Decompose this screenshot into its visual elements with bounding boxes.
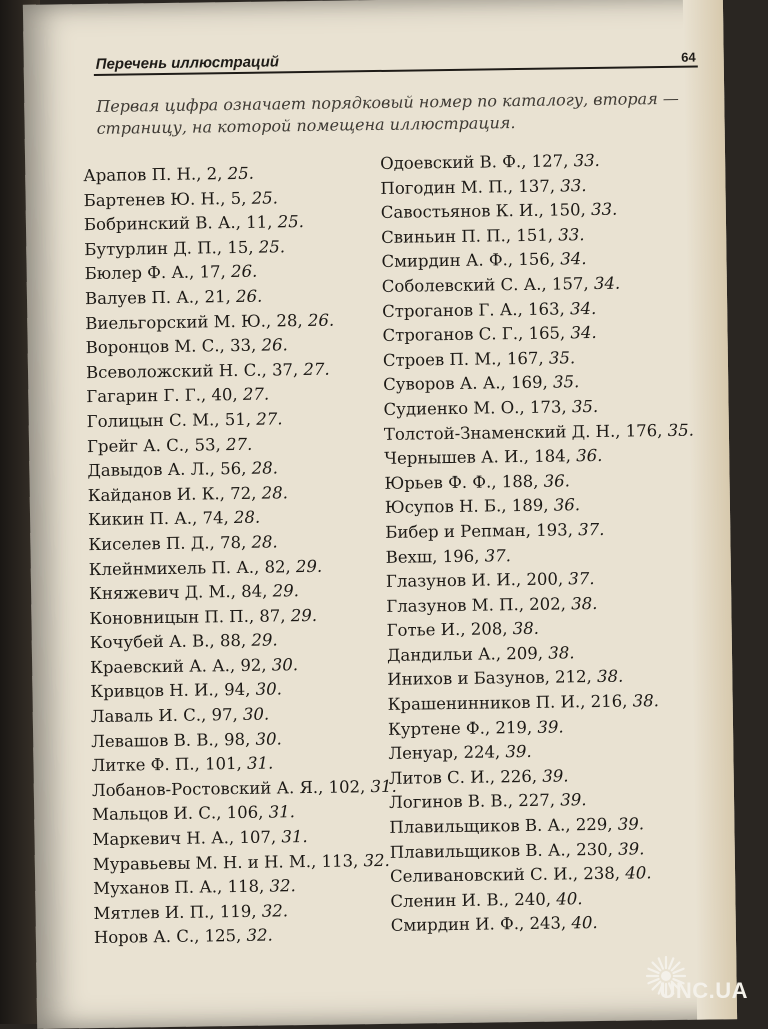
entry-page: 39. bbox=[542, 766, 569, 785]
entry-text: Маркевич Н. А., 107, bbox=[92, 827, 281, 849]
entry-page: 32. bbox=[262, 901, 289, 920]
entry-text: Строганов С. Г., 165, bbox=[382, 323, 570, 345]
entry-text: Строев П. М., 167, bbox=[383, 348, 549, 369]
entry-page: 33. bbox=[560, 176, 587, 195]
entry-text: Кривцов Н. И., 94, bbox=[90, 680, 255, 701]
index-entry bbox=[384, 418, 704, 447]
entry-text: Арапов П. Н., 2, bbox=[83, 164, 228, 185]
entry-text: Ленуар, 224, bbox=[388, 743, 505, 764]
entry-text: Литке Ф. П., 101, bbox=[91, 754, 247, 775]
entry-text: Судиенко М. О., 173, bbox=[383, 397, 572, 419]
entry-text: Селивановский С. И., 238, bbox=[390, 864, 625, 886]
entry-text: Крашенинников П. И., 216, bbox=[388, 692, 633, 714]
entry-page: 35. bbox=[572, 397, 599, 416]
entry-text: Муравьевы М. Н. и Н. М., 113, bbox=[93, 851, 364, 874]
entry-text: Юрьев Ф. Ф., 188, bbox=[384, 471, 543, 492]
entry-text: Киселев П. Д., 78, bbox=[88, 533, 251, 554]
entry-page: 39. bbox=[537, 717, 564, 736]
entry-text: Логинов В. В., 227, bbox=[389, 791, 561, 812]
entry-page: 31. bbox=[269, 803, 296, 822]
entry-page: 33. bbox=[558, 225, 585, 244]
entry-text: Смирдин И. Ф., 243, bbox=[391, 914, 572, 936]
entry-text: Толстой-Знаменский Д. Н., 176, bbox=[384, 421, 668, 444]
entry-page: 32. bbox=[246, 926, 273, 945]
entry-page: 28. bbox=[252, 459, 279, 478]
entry-text: Норов А. С., 125, bbox=[94, 926, 247, 947]
entry-page: 32. bbox=[269, 876, 296, 895]
entry-page: 27. bbox=[256, 409, 283, 428]
entry-text: Коновницын П. П., 87, bbox=[89, 606, 291, 628]
entry-page: 38. bbox=[571, 594, 598, 613]
entry-text: Чернышев А. И., 184, bbox=[384, 446, 576, 468]
index-column-right bbox=[380, 147, 711, 938]
entry-page: 33. bbox=[573, 151, 600, 170]
entry-text: Кочубей А. В., 88, bbox=[90, 631, 252, 652]
entry-page: 29. bbox=[291, 606, 318, 625]
watermark-text: UNC.UA bbox=[659, 978, 748, 1004]
entry-text: Смирдин А. Ф., 156, bbox=[381, 250, 560, 271]
entry-page: 39. bbox=[560, 791, 587, 810]
entry-page: 39. bbox=[618, 839, 645, 858]
entry-page: 34. bbox=[560, 249, 587, 268]
entry-text: Строганов Г. А., 163, bbox=[382, 299, 570, 321]
entry-text: Плавильщиков В. А., 230, bbox=[390, 839, 619, 861]
entry-text: Кайданов И. К., 72, bbox=[88, 483, 262, 504]
entry-text: Краевский А. А., 92, bbox=[90, 655, 272, 677]
entry-page: 37. bbox=[578, 520, 605, 539]
entry-page: 30. bbox=[256, 680, 283, 699]
entry-page: 30. bbox=[255, 729, 282, 748]
entry-page: 28. bbox=[251, 532, 278, 551]
entry-text: Мятлев И. П., 119, bbox=[93, 902, 261, 923]
page-number: 64 bbox=[681, 50, 696, 65]
running-header bbox=[96, 48, 696, 84]
entry-text: Дандильи А., 209, bbox=[387, 644, 549, 665]
entry-page: 34. bbox=[570, 323, 597, 342]
entry-page: 31. bbox=[281, 827, 308, 846]
entry-page: 34. bbox=[594, 274, 621, 293]
entry-text: Муханов П. А., 118, bbox=[93, 877, 270, 898]
index-entry bbox=[92, 774, 412, 803]
section-title: Перечень иллюстраций bbox=[96, 53, 280, 73]
entry-text: Мальцов И. С., 106, bbox=[92, 803, 269, 824]
entry-page: 31. bbox=[370, 777, 397, 796]
entry-page: 37. bbox=[568, 569, 595, 588]
entry-page: 26. bbox=[261, 335, 288, 354]
entry-text: Валуев П. А., 21, bbox=[85, 287, 236, 308]
entry-text: Бартенев Ю. Н., 5, bbox=[83, 188, 251, 209]
entry-text: Воронцов М. С., 33, bbox=[86, 336, 262, 357]
entry-text: Инихов и Базунов, 212, bbox=[387, 667, 597, 689]
entry-text: Бутурлин Д. П., 15, bbox=[84, 237, 259, 258]
entry-page: 40. bbox=[556, 889, 583, 908]
entry-text: Лобанов-Ростовский А. Я., 102, bbox=[92, 777, 371, 800]
entry-text: Грейг А. С., 53, bbox=[87, 435, 226, 456]
entry-page: 32. bbox=[363, 851, 390, 870]
index-entry bbox=[94, 922, 414, 951]
entry-text: Княжевич Д. М., 84, bbox=[89, 582, 273, 604]
entry-text: Бюлер Ф. А., 17, bbox=[85, 262, 232, 283]
entry-page: 36. bbox=[554, 496, 581, 515]
entry-text: Савостьянов К. И., 150, bbox=[381, 200, 592, 222]
entry-text: Глазунов И. И., 200, bbox=[386, 569, 569, 591]
entry-text: Соболевский С. А., 157, bbox=[382, 274, 594, 296]
entry-text: Погодин М. П., 137, bbox=[380, 176, 560, 198]
entry-page: 27. bbox=[303, 359, 330, 378]
entry-text: Бобринский В. А., 11, bbox=[84, 213, 278, 235]
entry-page: 26. bbox=[308, 310, 335, 329]
entry-page: 38. bbox=[548, 643, 575, 662]
entry-text: Голицын С. М., 51, bbox=[87, 410, 257, 431]
intro-note: Первая цифра означает порядковый номер по каталогу, вторая — страницу, на которой помещена иллюстрация. bbox=[96, 87, 717, 140]
entry-text: Глазунов М. П., 202, bbox=[386, 594, 571, 616]
entry-text: Литов С. И., 226, bbox=[389, 767, 543, 788]
entry-text: Кикин П. А., 74, bbox=[88, 508, 234, 529]
entry-text: Лаваль И. С., 97, bbox=[91, 705, 243, 726]
entry-page: 26. bbox=[236, 287, 263, 306]
entry-page: 36. bbox=[544, 471, 571, 490]
entry-text: Вехш, 196, bbox=[385, 546, 484, 566]
entry-page: 25. bbox=[277, 212, 304, 231]
entry-page: 29. bbox=[273, 581, 300, 600]
entry-page: 35. bbox=[668, 420, 695, 439]
entry-page: 33. bbox=[591, 200, 618, 219]
index-entry bbox=[391, 910, 711, 939]
entry-page: 34. bbox=[570, 299, 597, 318]
entry-page: 35. bbox=[553, 373, 580, 392]
entry-page: 29. bbox=[296, 556, 323, 575]
entry-page: 38. bbox=[633, 691, 660, 710]
entry-text: Готье И., 208, bbox=[387, 619, 513, 640]
entry-page: 40. bbox=[571, 913, 598, 932]
entry-page: 39. bbox=[505, 742, 532, 761]
site-watermark bbox=[638, 950, 758, 1010]
entry-page: 25. bbox=[259, 237, 286, 256]
entry-page: 29. bbox=[251, 631, 278, 650]
entry-text: Виельгорский М. Ю., 28, bbox=[85, 311, 308, 333]
entry-page: 28. bbox=[234, 508, 261, 527]
index-column-left bbox=[83, 160, 414, 951]
entry-text: Клейнмихель П. А., 82, bbox=[89, 557, 296, 579]
entry-page: 27. bbox=[243, 385, 270, 404]
entry-text: Плавильщиков В. А., 229, bbox=[389, 815, 618, 837]
entry-page: 25. bbox=[251, 188, 278, 207]
entry-page: 36. bbox=[576, 446, 603, 465]
entry-page: 40. bbox=[625, 863, 652, 882]
entry-text: Всеволожский Н. С., 37, bbox=[86, 360, 304, 382]
entry-page: 30. bbox=[272, 655, 299, 674]
index-entry bbox=[93, 848, 413, 877]
entry-text: Бибер и Репман, 193, bbox=[385, 520, 578, 542]
entry-text: Юсупов Н. Б., 189, bbox=[385, 496, 554, 517]
entry-text: Свиньин П. П., 151, bbox=[381, 225, 558, 246]
entry-page: 30. bbox=[243, 705, 270, 724]
entry-text: Куртене Ф., 219, bbox=[388, 717, 538, 738]
entry-text: Сленин И. В., 240, bbox=[390, 889, 556, 910]
entry-page: 35. bbox=[549, 348, 576, 367]
book-page bbox=[23, 0, 737, 1029]
entry-text: Левашов В. В., 98, bbox=[91, 729, 256, 750]
entry-page: 31. bbox=[247, 754, 274, 773]
entry-text: Суворов А. А., 169, bbox=[383, 373, 553, 394]
entry-page: 28. bbox=[262, 483, 289, 502]
entry-text: Одоевский В. Ф., 127, bbox=[380, 151, 574, 173]
entry-page: 38. bbox=[513, 619, 540, 638]
entry-page: 38. bbox=[597, 667, 624, 686]
entry-text: Гагарин Г. Г., 40, bbox=[86, 385, 243, 406]
entry-page: 39. bbox=[618, 814, 645, 833]
entry-text: Давыдов А. Л., 56, bbox=[87, 459, 252, 480]
entry-page: 27. bbox=[226, 434, 253, 453]
entry-page: 37. bbox=[485, 546, 512, 565]
entry-page: 25. bbox=[227, 164, 254, 183]
entry-page: 26. bbox=[231, 262, 258, 281]
